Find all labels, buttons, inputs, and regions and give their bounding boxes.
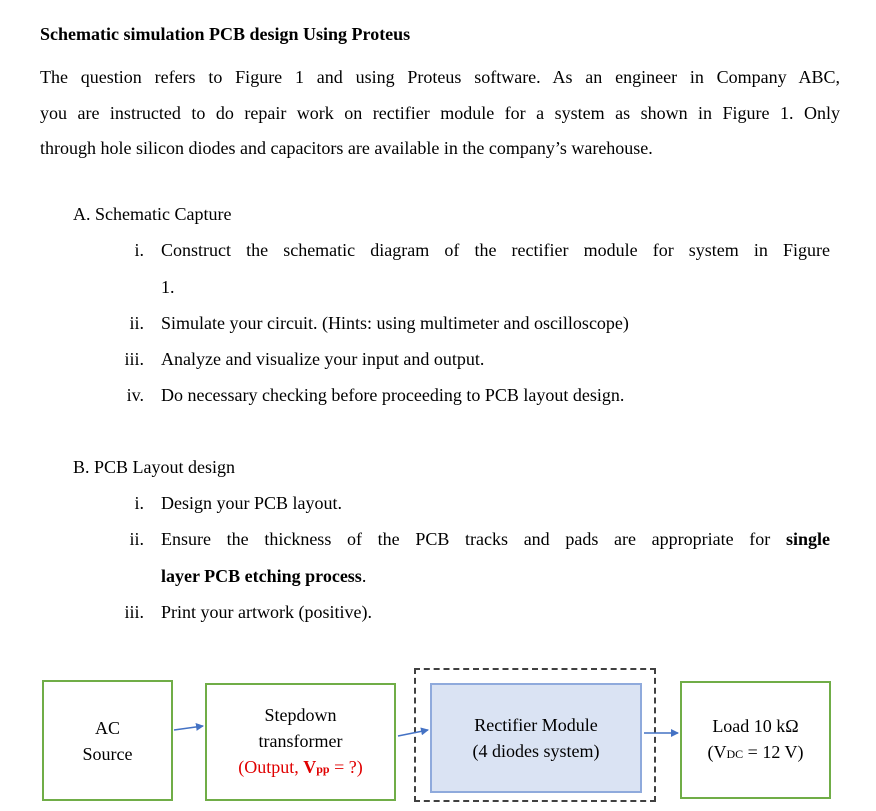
item-text: Print your artwork (positive). — [161, 602, 372, 622]
arrow-ac-to-transformer — [174, 726, 203, 730]
item-number: iii. — [124, 602, 144, 622]
item-text-pre: Ensure the thickness of the PCB tracks and pads are appropriate for — [161, 529, 786, 549]
item-number: iii. — [124, 349, 144, 369]
arrow-transformer-to-rectifier — [398, 730, 428, 736]
item-number: ii. — [129, 529, 144, 549]
output-pre: (Output, — [238, 757, 304, 777]
intro-line-2: you are instructed to do repair work on rectifier module for a system as shown in Figure 1. Only — [40, 102, 840, 123]
item-text: Simulate your circuit. (Hints: using multimeter and oscilloscope) — [161, 313, 629, 333]
rectifier-line2: (4 diodes system) — [472, 741, 600, 761]
item-text-bold: single — [785, 529, 830, 549]
load-pre: (V — [707, 742, 727, 762]
transformer-line2: transformer — [258, 731, 343, 751]
item-number: i. — [134, 240, 144, 260]
section-b-heading: B. PCB Layout design — [73, 457, 236, 477]
item-number: i. — [134, 493, 144, 513]
load-line1: Load 10 kΩ — [712, 716, 799, 736]
rectifier-line1: Rectifier Module — [474, 715, 598, 735]
load-post: = 12 V) — [743, 742, 804, 762]
ac-source-line2: Source — [82, 743, 133, 764]
item-number: iv. — [126, 385, 144, 405]
item-text: Analyze and visualize your input and output. — [161, 349, 485, 369]
intro-line-1: The question refers to Figure 1 and using Proteus software. As an engineer in Company ABC, — [40, 67, 840, 87]
item-text: 1. — [161, 277, 175, 297]
item-number: ii. — [129, 313, 144, 333]
page-title: Schematic simulation PCB design Using Proteus — [40, 24, 411, 44]
transformer-line1: Stepdown — [264, 705, 337, 725]
load-sub: DC — [726, 747, 744, 761]
output-sub: pp — [316, 762, 330, 776]
item-text: Design your PCB layout. — [161, 493, 343, 513]
ac-source-line1: AC — [94, 717, 120, 738]
item-text: Construct the schematic diagram of the rectifier module for system in Figure — [161, 240, 830, 260]
intro-line-3: through hole silicon diodes and capacitors are available in the company’s warehouse. — [40, 138, 653, 158]
section-a-heading: A. Schematic Capture — [73, 204, 232, 224]
item-text-bold: layer PCB etching process — [161, 566, 362, 586]
output-post: = ?) — [329, 757, 363, 777]
item-text-post: . — [361, 566, 367, 586]
item-text: Do necessary checking before proceeding to PCB layout design. — [161, 385, 625, 405]
output-v: V — [303, 757, 317, 777]
